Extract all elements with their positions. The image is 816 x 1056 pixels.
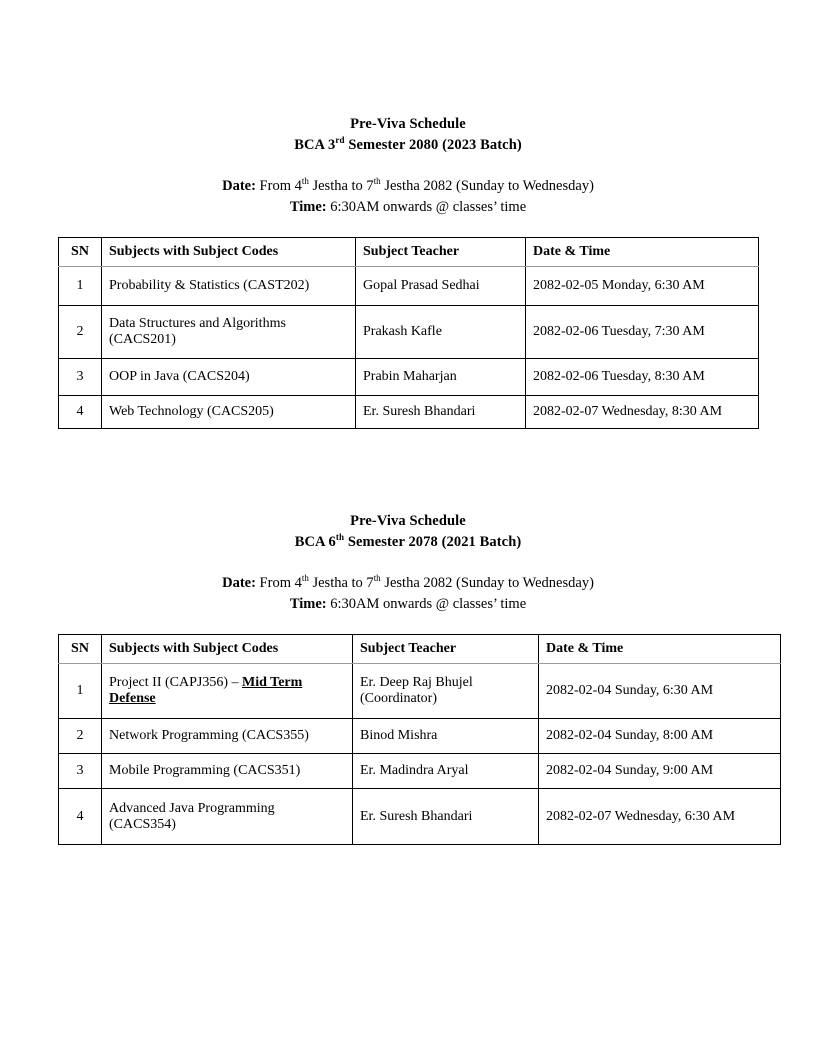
- cell-subject: Network Programming (CACS355): [102, 719, 353, 754]
- bca6-meta-block: [0, 573, 816, 615]
- cell-datetime: 2082-02-06 Tuesday, 8:30 AM: [526, 359, 759, 396]
- column-header-teacher: Subject Teacher: [356, 238, 526, 267]
- bca3-date-text-b: Jestha to 7: [308, 178, 374, 194]
- bca3-schedule-table: [58, 237, 759, 429]
- bca6-date-line: [0, 573, 816, 594]
- bca6-date-text-a: From 4: [255, 575, 302, 591]
- table-row: [59, 306, 759, 359]
- table-header-row: [59, 635, 781, 664]
- cell-datetime: 2082-02-04 Sunday, 8:00 AM: [539, 719, 781, 754]
- bca6-time-line: [0, 594, 816, 615]
- cell-subject: [102, 664, 353, 719]
- bca3-title-prefix: BCA 3: [294, 137, 336, 153]
- column-header-datetime: Date & Time: [539, 635, 781, 664]
- table-row: [59, 267, 759, 306]
- cell-teacher: Er. Madindra Aryal: [353, 754, 539, 789]
- cell-datetime: 2082-02-04 Sunday, 6:30 AM: [539, 664, 781, 719]
- table-row: [59, 789, 781, 845]
- cell-subject-text: Project II (CAPJ356) –: [109, 675, 242, 690]
- bca6-date-sup-a: th: [301, 573, 309, 584]
- cell-teacher: Er. Suresh Bhandari: [356, 396, 526, 429]
- cell-datetime: 2082-02-07 Wednesday, 8:30 AM: [526, 396, 759, 429]
- bca6-time-label: Time:: [289, 596, 327, 612]
- bca3-time-line: [0, 197, 816, 218]
- cell-teacher: Er. Suresh Bhandari: [353, 789, 539, 845]
- bca3-title-ordinal-suffix: rd: [335, 135, 345, 146]
- bca3-date-sup-b: th: [373, 176, 381, 187]
- cell-datetime: 2082-02-07 Wednesday, 6:30 AM: [539, 789, 781, 845]
- bca6-title-prefix: BCA 6: [294, 534, 336, 550]
- cell-sn: 3: [59, 754, 102, 789]
- bca6-date-text-b: Jestha to 7: [308, 575, 374, 591]
- bca6-title-ordinal-suffix: th: [335, 532, 345, 543]
- cell-sn: 4: [59, 396, 102, 429]
- bca3-title-block: [0, 114, 816, 156]
- cell-teacher: Prabin Maharjan: [356, 359, 526, 396]
- table-row: [59, 396, 759, 429]
- cell-teacher: Binod Mishra: [353, 719, 539, 754]
- cell-sn: 1: [59, 664, 102, 719]
- cell-subject: OOP in Java (CACS204): [102, 359, 356, 396]
- bca6-schedule-table: [58, 634, 781, 845]
- cell-teacher: Er. Deep Raj Bhujel (Coordinator): [353, 664, 539, 719]
- bca3-title-line-2: [0, 135, 816, 156]
- cell-sn: 3: [59, 359, 102, 396]
- bca3-time-label: Time:: [289, 199, 327, 215]
- cell-subject: Web Technology (CACS205): [102, 396, 356, 429]
- column-header-subject: Subjects with Subject Codes: [102, 238, 356, 267]
- bca3-meta-block: [0, 176, 816, 218]
- cell-teacher: Prakash Kafle: [356, 306, 526, 359]
- table-row: [59, 359, 759, 396]
- cell-subject: Advanced Java Programming (CACS354): [102, 789, 353, 845]
- cell-sn: 4: [59, 789, 102, 845]
- bca6-date-text-c: Jestha 2082 (Sunday to Wednesday): [380, 575, 594, 591]
- bca3-time-value: 6:30AM onwards @ classes’ time: [326, 199, 527, 215]
- cell-sn: 2: [59, 306, 102, 359]
- bca3-date-line: [0, 176, 816, 197]
- cell-teacher: Gopal Prasad Sedhai: [356, 267, 526, 306]
- cell-subject-emphasis: Mid Term Defense: [109, 675, 303, 706]
- cell-datetime: 2082-02-05 Monday, 6:30 AM: [526, 267, 759, 306]
- bca6-time-value: 6:30AM onwards @ classes’ time: [326, 596, 527, 612]
- cell-datetime: 2082-02-04 Sunday, 9:00 AM: [539, 754, 781, 789]
- bca3-title-line-1: Pre-Viva Schedule: [350, 116, 466, 132]
- table-row: [59, 754, 781, 789]
- cell-sn: 1: [59, 267, 102, 306]
- bca6-title-suffix: Semester 2078 (2021 Batch): [344, 534, 522, 550]
- cell-subject: Data Structures and Algorithms (CACS201): [102, 306, 356, 359]
- column-header-datetime: Date & Time: [526, 238, 759, 267]
- table-header-row: [59, 238, 759, 267]
- bca3-title-suffix: Semester 2080 (2023 Batch): [344, 137, 522, 153]
- bca6-title-line-1: Pre-Viva Schedule: [350, 513, 466, 529]
- bca6-title-block: [0, 511, 816, 553]
- bca6-date-label: Date:: [222, 575, 256, 591]
- bca3-date-sup-a: th: [301, 176, 309, 187]
- bca6-title-line-2: [0, 532, 816, 553]
- column-header-sn: SN: [59, 238, 102, 267]
- cell-subject: Probability & Statistics (CAST202): [102, 267, 356, 306]
- table-row: [59, 664, 781, 719]
- cell-datetime: 2082-02-06 Tuesday, 7:30 AM: [526, 306, 759, 359]
- bca3-date-label: Date:: [222, 178, 256, 194]
- bca3-date-text-c: Jestha 2082 (Sunday to Wednesday): [380, 178, 594, 194]
- bca6-date-sup-b: th: [373, 573, 381, 584]
- bca3-date-text-a: From 4: [255, 178, 302, 194]
- column-header-sn: SN: [59, 635, 102, 664]
- column-header-teacher: Subject Teacher: [353, 635, 539, 664]
- column-header-subject: Subjects with Subject Codes: [102, 635, 353, 664]
- cell-sn: 2: [59, 719, 102, 754]
- table-row: [59, 719, 781, 754]
- cell-subject: Mobile Programming (CACS351): [102, 754, 353, 789]
